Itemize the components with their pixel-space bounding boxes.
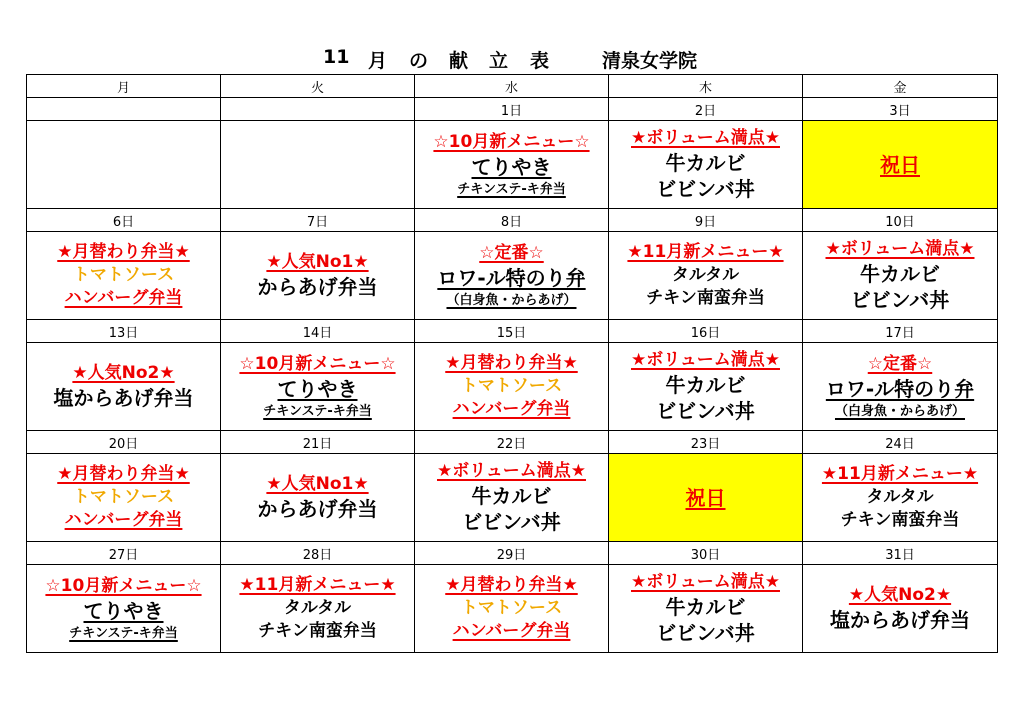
menu-cell bbox=[415, 454, 609, 542]
menu-cell bbox=[415, 343, 609, 431]
holiday-cell bbox=[609, 454, 803, 542]
menu-cell bbox=[221, 343, 415, 431]
holiday-label: 祝日 bbox=[880, 152, 920, 177]
menu-category-label: ★月替わり弁当★ bbox=[57, 464, 190, 484]
title-month: 11 bbox=[323, 46, 350, 68]
menu-item-name: タルタル bbox=[283, 598, 352, 618]
menu-item-name: ハンバーグ弁当 bbox=[452, 399, 571, 419]
date-cell-fri: 10日 bbox=[803, 209, 998, 232]
menu-cell bbox=[27, 232, 221, 320]
menu-item-name: チキンステ-キ弁当 bbox=[263, 403, 372, 419]
menu-item-name: チキンステ-キ弁当 bbox=[69, 625, 178, 641]
title-school: 清泉女学院 bbox=[602, 50, 698, 72]
date-cell-thu: 2日 bbox=[609, 98, 803, 121]
menu-cell bbox=[609, 232, 803, 320]
menu-cell bbox=[415, 232, 609, 320]
title-tsuki: 月 bbox=[368, 50, 388, 72]
menu-item-name: てりやき bbox=[277, 376, 358, 401]
menu-item-name: 塩からあげ弁当 bbox=[53, 386, 194, 410]
menu-item-name: からあげ弁当 bbox=[257, 497, 378, 521]
menu-cell bbox=[415, 121, 609, 209]
menu-item-name: ビビンバ丼 bbox=[656, 177, 755, 201]
date-cell-tue: 28日 bbox=[221, 542, 415, 565]
menu-cell bbox=[803, 454, 998, 542]
menu-item-name: 塩からあげ弁当 bbox=[830, 608, 970, 632]
date-cell-wed: 1日 bbox=[415, 98, 609, 121]
date-cell-wed: 15日 bbox=[415, 320, 609, 343]
date-row bbox=[27, 209, 998, 232]
menu-category-label: ★ボリューム満点★ bbox=[825, 239, 975, 259]
menu-category-label: ★11月新メニュー★ bbox=[627, 242, 784, 262]
menu-item-name: 牛カルビ bbox=[860, 262, 940, 286]
menu-category-label: ☆10月新メニュー☆ bbox=[239, 353, 396, 374]
menu-cell bbox=[803, 232, 998, 320]
date-cell-wed: 22日 bbox=[415, 431, 609, 454]
date-row bbox=[27, 320, 998, 343]
empty-cell bbox=[221, 121, 415, 209]
menu-category-label: ★11月新メニュー★ bbox=[239, 575, 396, 595]
date-cell-fri: 24日 bbox=[803, 431, 998, 454]
menu-item-name: ロワ-ル特のり弁 bbox=[437, 265, 586, 290]
menu-item-name: チキン南蛮弁当 bbox=[840, 510, 960, 530]
menu-item-name: トマトソース bbox=[460, 376, 563, 396]
menu-item-name: てりやき bbox=[83, 598, 164, 623]
date-cell-wed: 29日 bbox=[415, 542, 609, 565]
date-cell-fri: 3日 bbox=[803, 98, 998, 121]
date-cell-thu: 9日 bbox=[609, 209, 803, 232]
menu-category-label: ☆10月新メニュー☆ bbox=[433, 131, 590, 152]
menu-item-name: てりやき bbox=[471, 154, 552, 179]
date-cell-thu: 23日 bbox=[609, 431, 803, 454]
date-cell-thu: 30日 bbox=[609, 542, 803, 565]
date-cell-mon: 27日 bbox=[27, 542, 221, 565]
date-row bbox=[27, 542, 998, 565]
date-row bbox=[27, 98, 998, 121]
menu-category-label: ★月替わり弁当★ bbox=[445, 353, 578, 373]
menu-category-label: ★ボリューム満点★ bbox=[631, 572, 780, 592]
menu-item-name: ロワ-ル特のり弁 bbox=[825, 376, 975, 401]
date-cell-thu: 16日 bbox=[609, 320, 803, 343]
menu-row bbox=[27, 343, 998, 431]
menu-cell bbox=[803, 565, 998, 653]
date-cell-mon: 13日 bbox=[27, 320, 221, 343]
empty-cell bbox=[27, 121, 221, 209]
menu-cell bbox=[27, 454, 221, 542]
menu-item-name: 牛カルビ bbox=[665, 151, 746, 175]
title-tate: 立 bbox=[489, 50, 509, 72]
menu-category-label: ★人気No1★ bbox=[266, 474, 369, 494]
menu-category-label: ★人気No1★ bbox=[266, 252, 369, 272]
menu-item-name: ハンバーグ弁当 bbox=[64, 288, 183, 308]
date-cell-tue bbox=[221, 98, 415, 121]
weekday-header-mon: 月 bbox=[27, 75, 221, 98]
holiday-cell bbox=[803, 121, 998, 209]
menu-cell bbox=[609, 565, 803, 653]
menu-cell bbox=[221, 232, 415, 320]
menu-cell bbox=[27, 343, 221, 431]
date-cell-mon: 6日 bbox=[27, 209, 221, 232]
date-cell-tue: 21日 bbox=[221, 431, 415, 454]
menu-item-name: トマトソース bbox=[72, 487, 175, 507]
menu-item-name: チキン南蛮弁当 bbox=[646, 288, 765, 308]
weekday-header-thu: 木 bbox=[609, 75, 803, 98]
holiday-label: 祝日 bbox=[685, 485, 726, 510]
title-hyo: 表 bbox=[530, 50, 550, 72]
menu-category-label: ☆定番☆ bbox=[867, 353, 933, 374]
menu-row bbox=[27, 454, 998, 542]
date-cell-fri: 17日 bbox=[803, 320, 998, 343]
menu-category-label: ★人気No2★ bbox=[72, 363, 175, 383]
menu-cell bbox=[221, 454, 415, 542]
menu-cell bbox=[27, 565, 221, 653]
menu-category-label: ☆10月新メニュー☆ bbox=[45, 575, 202, 596]
menu-calendar-table bbox=[26, 74, 998, 653]
date-row bbox=[27, 431, 998, 454]
menu-item-name: （白身魚・からあげ） bbox=[446, 292, 577, 308]
menu-category-label: ★月替わり弁当★ bbox=[57, 242, 190, 262]
menu-item-name: （白身魚・からあげ） bbox=[834, 403, 965, 419]
date-cell-wed: 8日 bbox=[415, 209, 609, 232]
menu-item-name: 牛カルビ bbox=[665, 595, 746, 619]
weekday-header-tue: 火 bbox=[221, 75, 415, 98]
date-cell-fri: 31日 bbox=[803, 542, 998, 565]
menu-cell bbox=[803, 343, 998, 431]
menu-item-name: チキンステ-キ弁当 bbox=[457, 181, 566, 197]
date-cell-tue: 14日 bbox=[221, 320, 415, 343]
menu-item-name: 牛カルビ bbox=[471, 484, 552, 508]
menu-item-name: トマトソース bbox=[460, 598, 563, 618]
menu-item-name: チキン南蛮弁当 bbox=[258, 621, 377, 641]
menu-category-label: ★ボリューム満点★ bbox=[631, 350, 780, 370]
menu-cell bbox=[609, 343, 803, 431]
menu-cell bbox=[609, 121, 803, 209]
menu-category-label: ★月替わり弁当★ bbox=[445, 575, 578, 595]
menu-category-label: ★人気No2★ bbox=[848, 585, 952, 605]
menu-category-label: ★11月新メニュー★ bbox=[821, 464, 979, 484]
menu-item-name: タルタル bbox=[866, 487, 934, 507]
menu-item-name: ビビンバ丼 bbox=[656, 621, 755, 645]
menu-row bbox=[27, 121, 998, 209]
title-kon: 献 bbox=[449, 50, 469, 72]
menu-row bbox=[27, 565, 998, 653]
page-title bbox=[0, 46, 1024, 72]
menu-item-name: ビビンバ丼 bbox=[656, 399, 755, 423]
menu-category-label: ★ボリューム満点★ bbox=[437, 461, 586, 481]
menu-item-name: ハンバーグ弁当 bbox=[452, 621, 571, 641]
menu-item-name: タルタル bbox=[671, 265, 740, 285]
menu-item-name: からあげ弁当 bbox=[257, 275, 378, 299]
menu-item-name: ビビンバ丼 bbox=[850, 288, 950, 312]
weekday-header-row bbox=[27, 75, 998, 98]
menu-cell bbox=[221, 565, 415, 653]
date-cell-mon: 20日 bbox=[27, 431, 221, 454]
menu-item-name: 牛カルビ bbox=[665, 373, 746, 397]
menu-category-label: ★ボリューム満点★ bbox=[631, 128, 780, 148]
menu-item-name: ハンバーグ弁当 bbox=[64, 510, 183, 530]
weekday-header-wed: 水 bbox=[415, 75, 609, 98]
menu-item-name: トマトソース bbox=[72, 265, 175, 285]
menu-cell bbox=[415, 565, 609, 653]
menu-row bbox=[27, 232, 998, 320]
menu-category-label: ☆定番☆ bbox=[479, 242, 544, 263]
menu-item-name: ビビンバ丼 bbox=[462, 510, 561, 534]
date-cell-tue: 7日 bbox=[221, 209, 415, 232]
title-no: の bbox=[409, 50, 429, 72]
weekday-header-fri: 金 bbox=[803, 75, 998, 98]
date-cell-mon bbox=[27, 98, 221, 121]
